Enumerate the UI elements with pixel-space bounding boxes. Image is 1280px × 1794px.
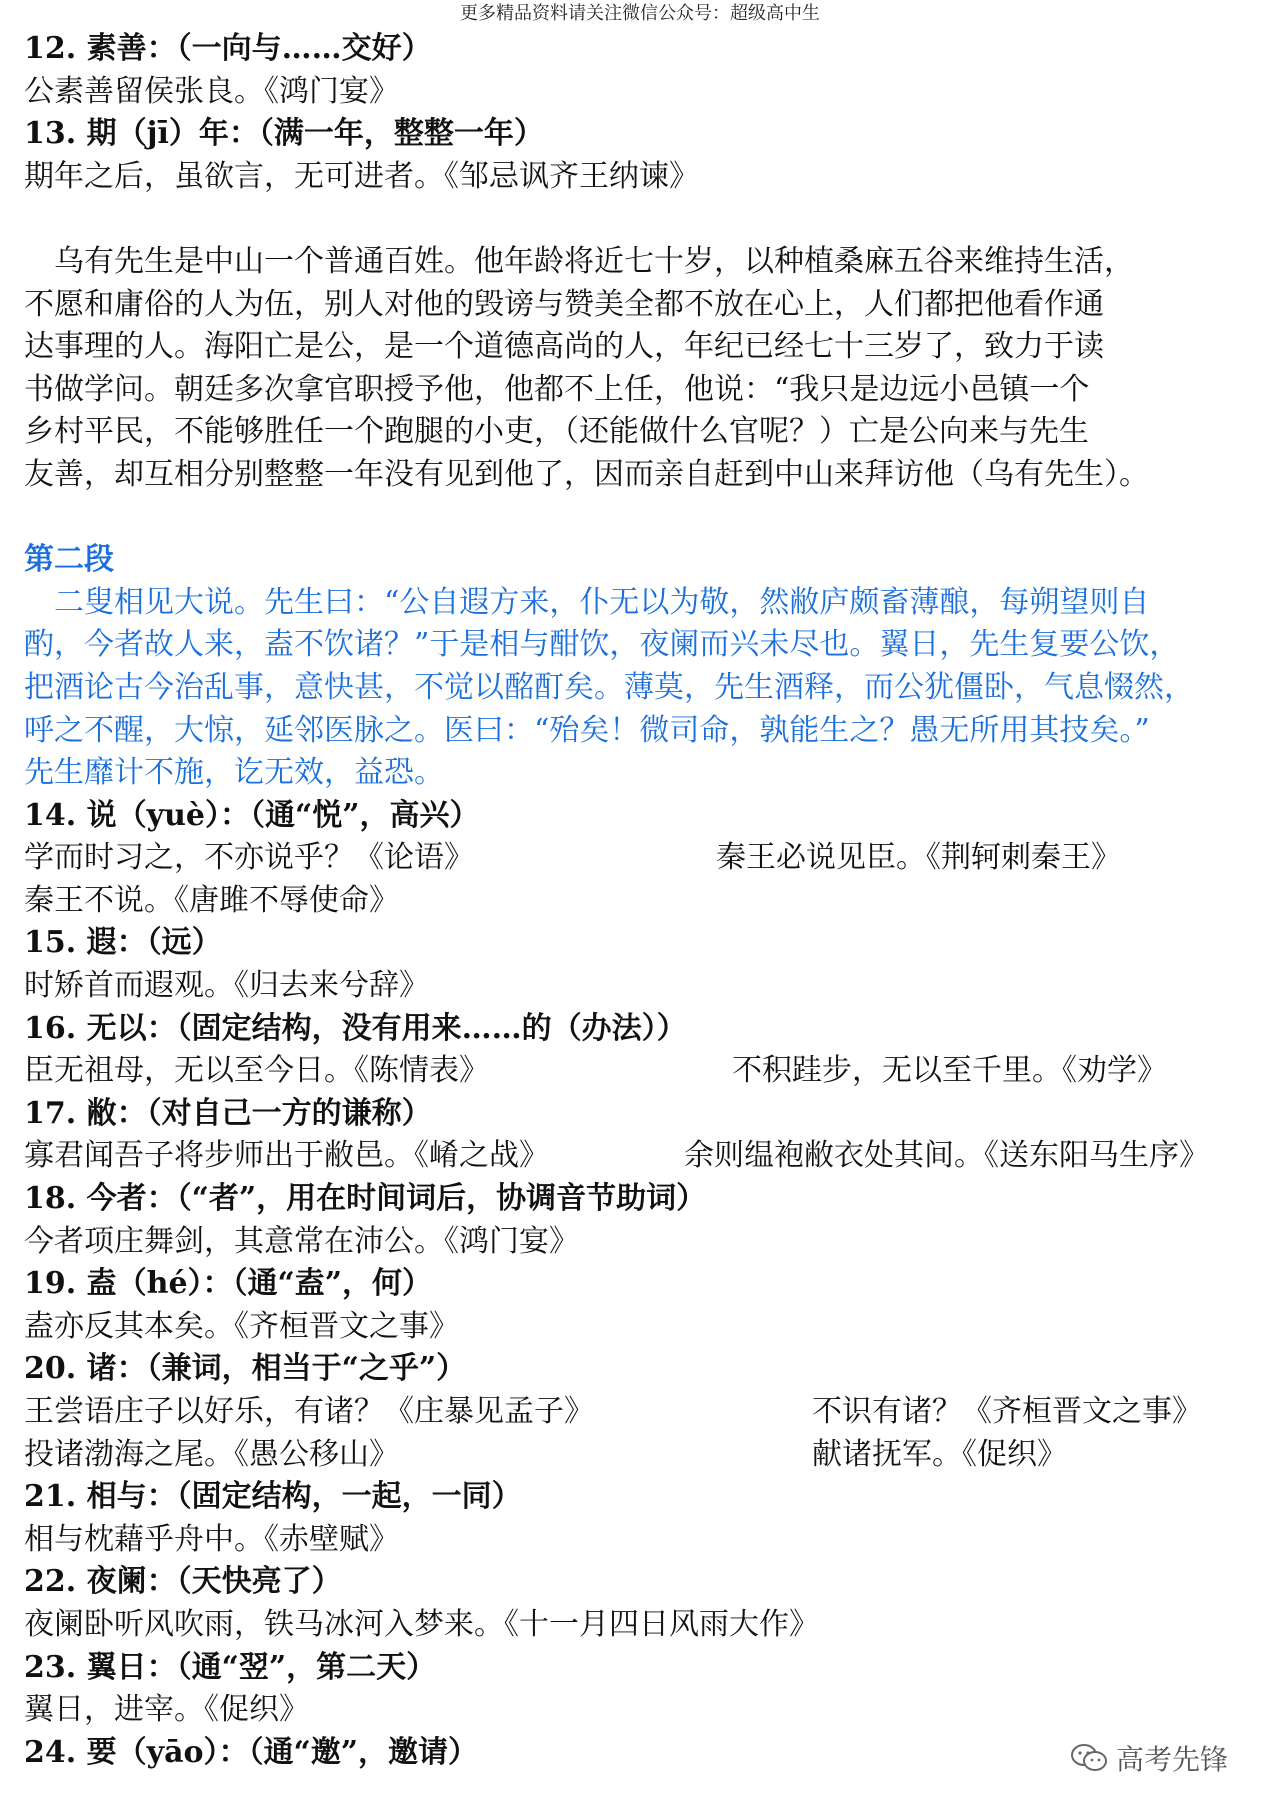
entry-23-example: 翼日，进宰。《促织》: [24, 1692, 309, 1728]
entry-20-examples: [24, 1391, 1264, 1434]
document-body: [24, 28, 1264, 1774]
translation-paragraph: [24, 241, 1264, 497]
entry-13-head: 13. 期（jī）年：（满一年，整整一年）: [24, 116, 544, 152]
translation-line: 乌有先生是中山一个普通百姓。他年龄将近七十岁，以种植桑麻五谷来维持生活，: [24, 243, 1134, 279]
example: 寡君闻吾子将步师出于敝邑。《崤之战》: [24, 1138, 549, 1174]
translation-line: 书做学问。朝廷多次拿官职授予他，他都不上任，他说：“我只是边远小邑镇一个: [24, 371, 1090, 407]
entry-21-head: 21. 相与：（固定结构，一起，一同）: [24, 1479, 522, 1515]
entry-15-example: 时矫首而遐观。《归去来兮辞》: [24, 968, 429, 1004]
entry-16-head: 16. 无以：（固定结构，没有用来……的（办法））: [24, 1010, 687, 1046]
example: 不识有诸？《齐桓晋文之事》: [812, 1394, 1202, 1429]
section2-line: 把酒论古今治乱事，意快甚，不觉以酩酊矣。薄莫，先生酒释，而公犹僵卧，气息惙然，: [24, 669, 1194, 705]
entry-17-head: 17. 敝：（对自己一方的谦称）: [24, 1095, 432, 1131]
example: 秦王必说见臣。《荆轲刺秦王》: [716, 840, 1121, 876]
entry-20-head: 20. 诸：（兼词，相当于“之乎”）: [24, 1351, 467, 1387]
entry-13-example: 期年之后，虽欲言，无可进者。《邹忌讽齐王纳谏》: [24, 158, 699, 194]
entry-14-example: 秦王不说。《唐雎不辱使命》: [24, 882, 399, 918]
wechat-icon: [1070, 1743, 1108, 1773]
spacer: [24, 198, 1264, 241]
example: 王尝语庄子以好乐，有诸？《庄暴见孟子》: [24, 1394, 594, 1429]
wechat-watermark: [1070, 1738, 1228, 1778]
entry-18-head: 18. 今者：（“者”，用在时间词后，协调音节助词）: [24, 1181, 707, 1217]
entry-22-head: 22. 夜阑：（天快亮了）: [24, 1564, 342, 1600]
translation-line: 乡村平民，不能够胜任一个跑腿的小吏，（还能做什么官呢？）亡是公向来与先生: [24, 414, 1089, 450]
example: 不积跬步，无以至千里。《劝学》: [732, 1053, 1167, 1089]
section2-paragraph: [24, 582, 1264, 795]
translation-line: 达事理的人。海阳亡是公，是一个道德高尚的人，年纪已经七十三岁了，致力于读: [24, 329, 1104, 365]
entry-12-example: 公素善留侯张良。《鸿门宴》: [24, 73, 399, 109]
example: 投诸渤海之尾。《愚公移山》: [24, 1436, 399, 1472]
section2-line: 先生靡计不施，讫无效，益恐。: [24, 755, 444, 791]
watermark-text: 高考先锋: [1116, 1743, 1229, 1776]
translation-line: 不愿和庸俗的人为伍，别人对他的毁谤与赞美全都不放在心上，人们都把他看作通: [24, 286, 1104, 322]
entry-18-example: 今者项庄舞剑，其意常在沛公。《鸿门宴》: [24, 1223, 579, 1259]
entry-23-head: 23. 翼日：（通“翌”，第二天）: [24, 1649, 437, 1685]
entry-20-examples: [24, 1434, 1264, 1477]
example: 余则缊袍敝衣处其间。《送东阳马生序》: [684, 1138, 1209, 1174]
entry-14-head: 14. 说（yuè）：（通“悦”，高兴）: [24, 797, 480, 833]
page-header: 更多精品资料请关注微信公众号：超级高中生: [460, 3, 820, 24]
entry-16-examples: [24, 1050, 1264, 1093]
entry-14-examples: [24, 837, 1264, 880]
example: 臣无祖母，无以至今日。《陈情表》: [24, 1053, 489, 1089]
entry-19-head: 19. 盍（hé）：（通“盍”，何）: [24, 1266, 433, 1302]
section2-line: 呼之不醒，大惊，延邻医脉之。医曰：“殆矣！微司命，孰能生之？愚无所用其技矣。”: [24, 712, 1150, 748]
section2-line: 二叟相见大说。先生曰：“公自遐方来，仆无以为敬，然敝庐颇畜薄酿，每朔望则自: [24, 584, 1150, 620]
translation-line: 友善，却互相分别整整一年没有见到他了，因而亲自赶到中山来拜访他（乌有先生）。: [24, 456, 1149, 492]
entry-17-examples: [24, 1135, 1264, 1178]
entry-15-head: 15. 遐：（远）: [24, 925, 222, 961]
section2-line: 酌，今者故人来，盍不饮诸？”于是相与酣饮，夜阑而兴未尽也。翼日，先生复要公饮，: [24, 627, 1180, 663]
entry-21-example: 相与枕藉乎舟中。《赤壁赋》: [24, 1521, 399, 1557]
entry-19-example: 盍亦反其本矣。《齐桓晋文之事》: [24, 1308, 459, 1344]
entry-22-example: 夜阑卧听风吹雨，铁马冰河入梦来。《十一月四日风雨大作》: [24, 1606, 819, 1642]
entry-12-head: 12. 素善：（一向与……交好）: [24, 31, 432, 66]
example: 学而时习之，不亦说乎？《论语》: [24, 840, 474, 876]
spacer: [24, 497, 1264, 540]
example: 献诸抚军。《促织》: [812, 1436, 1067, 1472]
section-title: 第二段: [24, 542, 114, 578]
entry-24-head: 24. 要（yāo）：（通“邀”，邀请）: [24, 1734, 479, 1770]
